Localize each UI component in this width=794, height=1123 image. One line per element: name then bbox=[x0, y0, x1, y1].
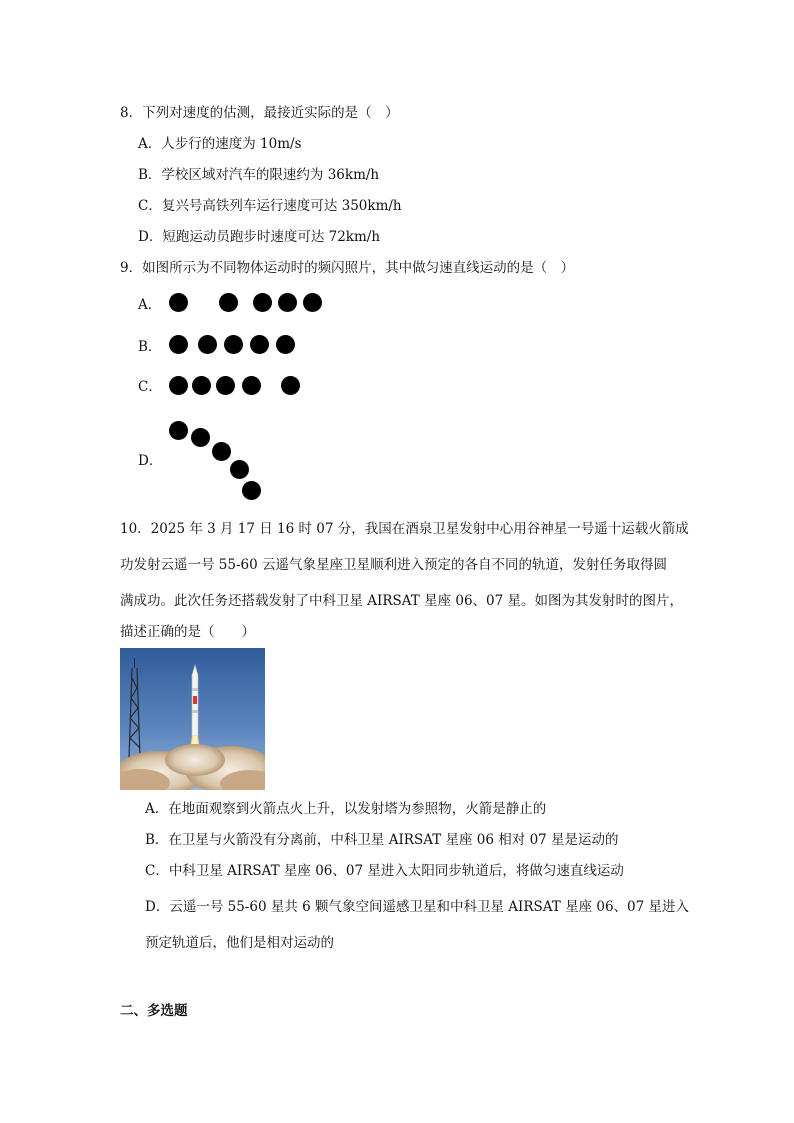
q8-option-b: B．学校区域对汽车的限速约为 36km/h bbox=[138, 167, 380, 183]
q9-label-c: C． bbox=[138, 379, 162, 395]
q9-a-dot-1 bbox=[169, 293, 188, 312]
q9-c-dot-2 bbox=[192, 376, 211, 395]
q10-stem-line-2: 功发射云遥一号 55-60 云遥气象星座卫星顺利进入预定的各自不同的轨道，发射任务取得圆 bbox=[120, 557, 667, 573]
q10-option-d-continued: 预定轨道后，他们是相对运动的 bbox=[145, 935, 334, 951]
q8-stem: 8．下列对速度的估测，最接近实际的是（ ） bbox=[120, 105, 399, 121]
q10-option-c: C．中科卫星 AIRSAT 星座 06、07 星进入太阳同步轨道后，将做匀速直线运动 bbox=[145, 863, 624, 879]
q9-b-dot-2 bbox=[198, 335, 217, 354]
q9-d-dot-2 bbox=[191, 428, 210, 447]
q9-b-dot-3 bbox=[224, 335, 243, 354]
q10-stem-line-1: 10．2025 年 3 月 17 日 16 时 07 分，我国在酒泉卫星发射中心用谷神星一号遥十运载火箭成 bbox=[120, 521, 689, 537]
q9-c-dot-1 bbox=[169, 376, 188, 395]
q10-option-a: A．在地面观察到火箭点火上升，以发射塔为参照物，火箭是静止的 bbox=[145, 801, 547, 817]
q9-label-d: D． bbox=[138, 453, 163, 469]
rocket-launch-photo bbox=[120, 648, 265, 790]
q10-option-d: D．云遥一号 55-60 星共 6 颗气象空间遥感卫星和中科卫星 AIRSAT 星座 06、07 星进入 bbox=[145, 899, 690, 915]
section-title: 二、多选题 bbox=[120, 1003, 188, 1019]
q9-d-dot-4 bbox=[230, 460, 249, 479]
q8-option-a: A．人步行的速度为 10m/s bbox=[138, 136, 302, 152]
q8-option-d: D．短跑运动员跑步时速度可达 72km/h bbox=[138, 229, 381, 245]
q10-stem-line-3: 满成功。此次任务还搭载发射了中科卫星 AIRSAT 星座 06、07 星。如图为其发射时的图片， bbox=[120, 593, 684, 609]
q9-label-b: B． bbox=[138, 339, 162, 355]
q9-b-dot-4 bbox=[250, 335, 269, 354]
q9-d-dot-1 bbox=[169, 421, 188, 440]
q9-b-dot-5 bbox=[276, 335, 295, 354]
q9-c-dot-5 bbox=[281, 376, 300, 395]
q9-a-dot-3 bbox=[253, 293, 272, 312]
q9-a-dot-2 bbox=[219, 293, 238, 312]
q9-a-dot-4 bbox=[278, 293, 297, 312]
q9-c-dot-4 bbox=[242, 376, 261, 395]
q10-stem-line-4: 描述正确的是（ ） bbox=[120, 624, 255, 640]
q9-c-dot-3 bbox=[216, 376, 235, 395]
q9-label-a: A． bbox=[138, 297, 162, 313]
q9-b-dot-1 bbox=[169, 335, 188, 354]
q9-d-dot-3 bbox=[212, 442, 231, 461]
q10-option-b: B．在卫星与火箭没有分离前，中科卫星 AIRSAT 星座 06 相对 07 星是运动的 bbox=[145, 832, 619, 848]
q8-option-c: C．复兴号高铁列车运行速度可达 350km/h bbox=[138, 198, 402, 214]
q9-stem: 9．如图所示为不同物体运动时的频闪照片，其中做匀速直线运动的是（ ） bbox=[120, 260, 575, 276]
q9-a-dot-5 bbox=[303, 293, 322, 312]
q9-d-dot-5 bbox=[242, 481, 261, 500]
